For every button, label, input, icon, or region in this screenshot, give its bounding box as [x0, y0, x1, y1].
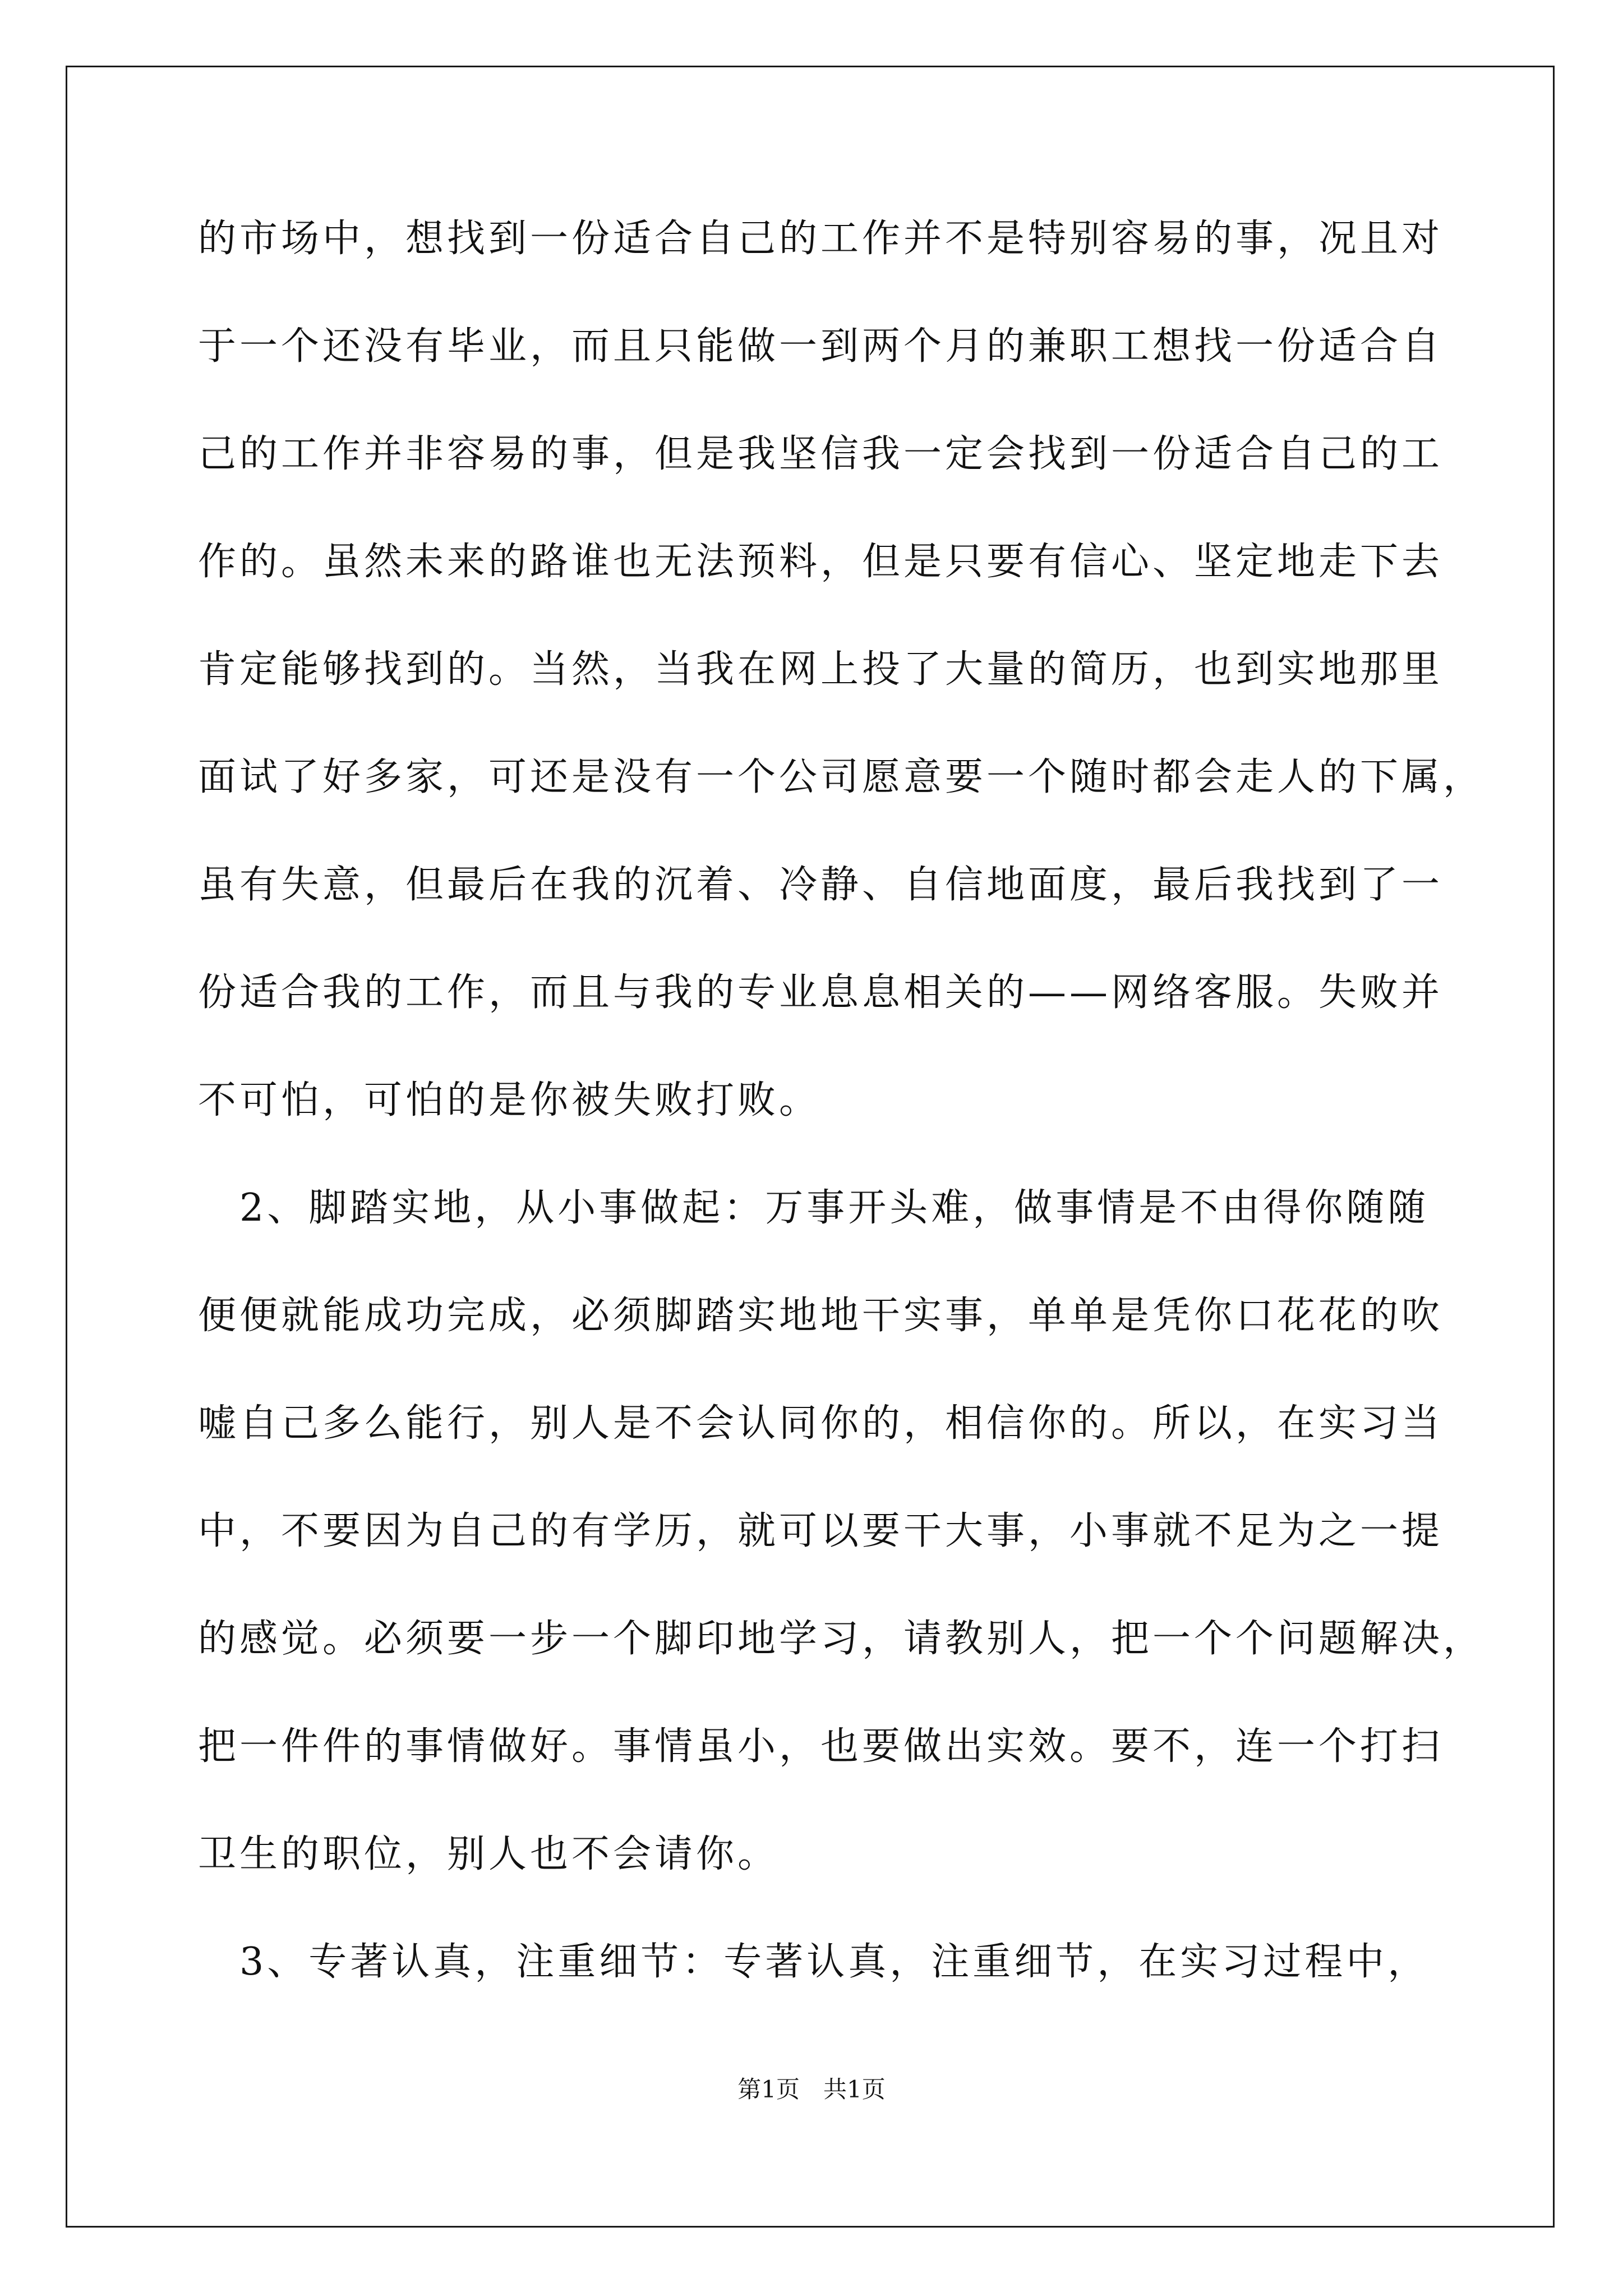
- text-line: 中，不要因为自己的有学历，就可以要干大事，小事就不足为之一提: [198, 1509, 1444, 1553]
- text-line: 的感觉。必须要一步一个脚印地学习，请教别人，把一个个问题解决，: [198, 1617, 1485, 1661]
- text-line: 份适合我的工作，而且与我的专业息息相关的——网络客服。失败并: [198, 970, 1444, 1015]
- text-line: 3、专著认真，注重细节：专著认真，注重细节，在实习过程中，: [198, 1940, 1430, 1984]
- text-line: 不可怕，可怕的是你被失败打败。: [198, 1078, 821, 1122]
- text-line: 作的。虽然未来的路谁也无法预料，但是只要有信心、坚定地走下去: [198, 540, 1444, 584]
- text-line: 把一件件的事情做好。事情虽小，也要做出实效。要不，连一个打扫: [198, 1724, 1444, 1769]
- text-line: 于一个还没有毕业，而且只能做一到两个月的兼职工想找一份适合自: [198, 324, 1444, 369]
- document-body: [198, 211, 1485, 2042]
- page-number-footer: 第1页 共1页: [737, 2076, 886, 2103]
- text-line: 嘘自己多么能行，别人是不会认同你的，相信你的。所以，在实习当: [198, 1401, 1444, 1446]
- text-line: 己的工作并非容易的事，但是我坚信我一定会找到一份适合自己的工: [198, 432, 1444, 476]
- text-line: 虽有失意，但最后在我的沉着、冷静、自信地面度，最后我找到了一: [198, 863, 1444, 907]
- text-line: 肯定能够找到的。当然，当我在网上投了大量的简历，也到实地那里: [198, 647, 1444, 692]
- text-line: 面试了好多家，可还是没有一个公司愿意要一个随时都会走人的下属，: [198, 755, 1485, 799]
- text-line: 便便就能成功完成，必须脚踏实地地干实事，单单是凭你口花花的吹: [198, 1294, 1444, 1338]
- text-line: 的市场中，想找到一份适合自己的工作并不是特别容易的事，况且对: [198, 217, 1444, 261]
- text-line: 2、脚踏实地，从小事做起：万事开头难，做事情是不由得你随随: [198, 1186, 1430, 1230]
- text-line: 卫生的职位，别人也不会请你。: [198, 1832, 780, 1876]
